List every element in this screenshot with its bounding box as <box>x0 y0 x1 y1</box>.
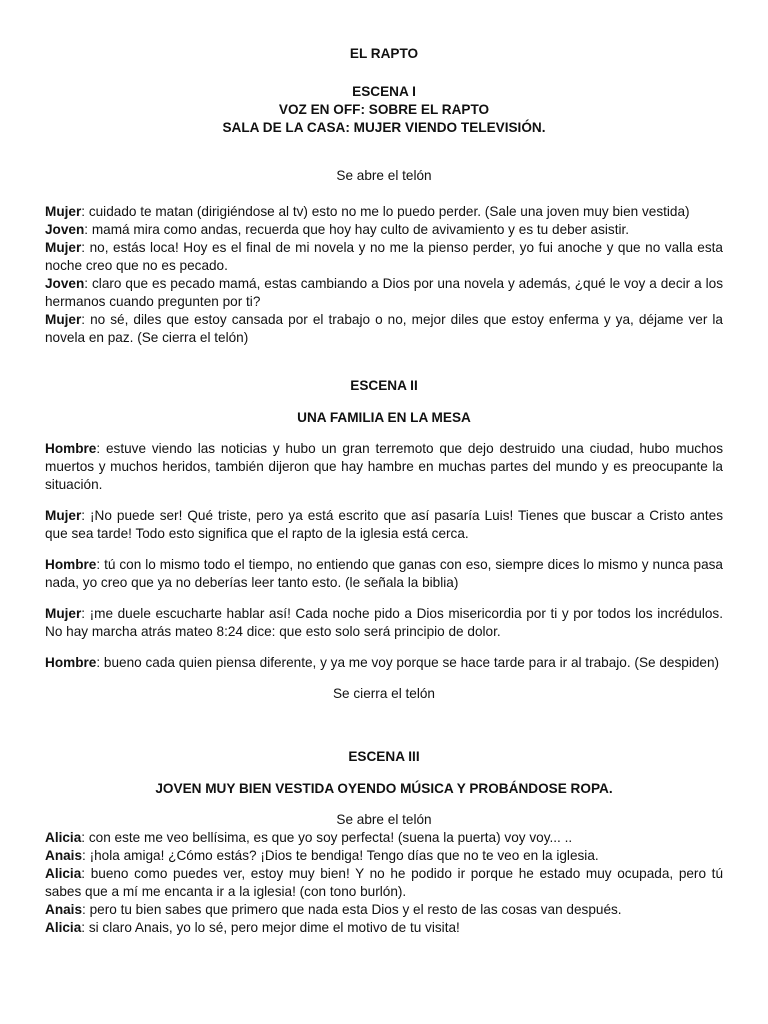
dialogue-text: : cuidado te matan (dirigiéndose al tv) esto no me lo puedo perder. (Sale una joven muy bien vestida) <box>81 204 690 219</box>
dialogue-line <box>45 311 723 347</box>
scene-2-stage-direction-close: Se cierra el telón <box>332 686 435 701</box>
dialogue-text: : bueno cada quien piensa diferente, y ya me voy porque se hace tarde para ir al trabajo. (Se despiden) <box>96 655 720 670</box>
dialogue-line <box>45 507 723 543</box>
dialogue-text: : pero tu bien sabes que primero que nada esta Dios y el resto de las cosas van después. <box>82 902 622 917</box>
scene-1-stage-direction-open: Se abre el telón <box>336 168 432 183</box>
speaker-name: Mujer <box>45 204 82 219</box>
dialogue-text: : tú con lo mismo todo el tiempo, no entiendo que ganas con eso, siempre dices lo mismo y nunca pasa nada, yo creo que ya no deberías leer tanto esto. (le señala la biblia) <box>45 557 723 590</box>
dialogue-line <box>45 275 723 311</box>
scene-2-heading: ESCENA II <box>350 378 418 393</box>
dialogue-line <box>45 654 723 672</box>
dialogue-line <box>45 239 723 275</box>
speaker-name: Mujer <box>45 508 82 523</box>
dialogue-text: : claro que es pecado mamá, estas cambiando a Dios por una novela y además, ¿qué le voy a decir a los hermanos cuando pregunten por ti? <box>45 276 723 309</box>
speaker-name: Alicia <box>45 830 82 845</box>
speaker-name: Anais <box>45 848 83 863</box>
scene-1-heading: ESCENA I <box>352 84 416 99</box>
dialogue-line <box>45 901 723 919</box>
speaker-name: Mujer <box>45 312 82 327</box>
speaker-name: Joven <box>45 222 85 237</box>
scene-1-subheading-voice-over: VOZ EN OFF: SOBRE EL RAPTO <box>278 102 490 117</box>
speaker-name: Mujer <box>45 240 82 255</box>
dialogue-text: : con este me veo bellísima, es que yo soy perfecta! (suena la puerta) voy voy... .. <box>81 830 573 845</box>
scene-1-subheading-setting: SALA DE LA CASA: MUJER VIENDO TELEVISIÓN. <box>222 120 546 135</box>
dialogue-text: : si claro Anais, yo lo sé, pero mejor dime el motivo de tu visita! <box>81 920 460 935</box>
dialogue-line <box>45 221 723 239</box>
scene-3-stage-direction-open: Se abre el telón <box>336 812 432 827</box>
dialogue-line <box>45 203 723 221</box>
scene-3-subheading: JOVEN MUY BIEN VESTIDA OYENDO MÚSICA Y PROBÁNDOSE ROPA. <box>155 781 613 796</box>
speaker-name: Alicia <box>45 920 82 935</box>
dialogue-line <box>45 829 723 847</box>
dialogue-line <box>45 556 723 592</box>
speaker-name: Hombre <box>45 441 97 456</box>
speaker-name: Alicia <box>45 866 82 881</box>
dialogue-line <box>45 847 723 865</box>
dialogue-line <box>45 865 723 901</box>
speaker-name: Mujer <box>45 606 82 621</box>
dialogue-line <box>45 440 723 494</box>
dialogue-line <box>45 605 723 641</box>
scene-2-subheading: UNA FAMILIA EN LA MESA <box>297 410 471 425</box>
speaker-name: Hombre <box>45 655 97 670</box>
speaker-name: Anais <box>45 902 83 917</box>
speaker-name: Joven <box>45 276 85 291</box>
dialogue-text: : no sé, diles que estoy cansada por el trabajo o no, mejor diles que estoy enferma y ya, déjame ver la novela en paz. (Se cierra el telón) <box>45 312 723 345</box>
dialogue-text: : bueno como puedes ver, estoy muy bien! Y no he podido ir porque he estado muy ocupada, pero tú sabes que a mí me encanta ir a la iglesia! (con tono burlón). <box>45 866 723 899</box>
dialogue-text: : mamá mira como andas, recuerda que hoy hay culto de avivamiento y es tu deber asistir. <box>84 222 630 237</box>
dialogue-text: : estuve viendo las noticias y hubo un gran terremoto que dejo destruido una ciudad, hubo muchos muertos y muchos heridos, también dijeron que hay hambre en muchas partes del mundo y es preocupante la situación. <box>45 441 723 492</box>
dialogue-text: : no, estás loca! Hoy es el final de mi novela y no me la pienso perder, yo fui anoche y que no valla esta noche creo que no es pecado. <box>45 240 723 273</box>
dialogue-text: : ¡hola amiga! ¿Cómo estás? ¡Dios te bendiga! Tengo días que no te veo en la iglesia. <box>82 848 599 863</box>
dialogue-line <box>45 919 723 937</box>
dialogue-text: : ¡me duele escucharte hablar así! Cada noche pido a Dios misericordia por ti y por todos los incrédulos. No hay marcha atrás mateo 8:24 dice: que esto solo será principio de dolor. <box>45 606 723 639</box>
speaker-name: Hombre <box>45 557 97 572</box>
scene-3-heading: ESCENA III <box>348 749 420 764</box>
dialogue-text: : ¡No puede ser! Qué triste, pero ya está escrito que así pasaría Luis! Tienes que buscar a Cristo antes que sea tarde! Todo esto significa que el rapto de la iglesia está cerca. <box>45 508 723 541</box>
document-title: EL RAPTO <box>349 46 419 61</box>
